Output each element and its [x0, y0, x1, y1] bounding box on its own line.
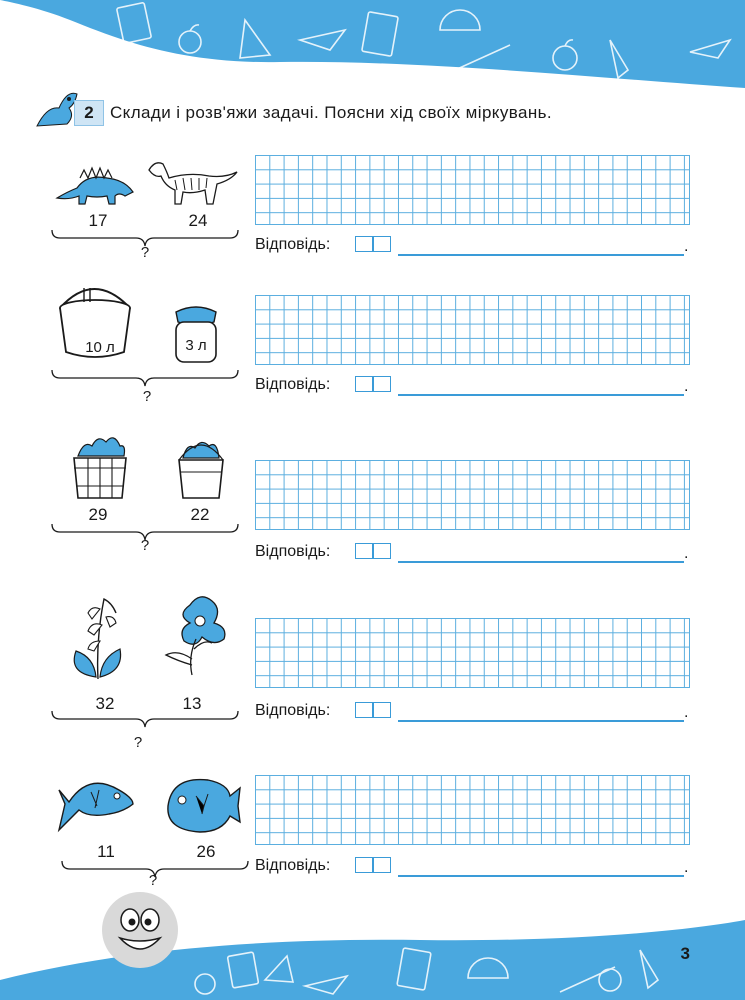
- answer-dot: .: [684, 378, 689, 395]
- answer-label: Відповідь:: [255, 857, 331, 874]
- answer-dot: .: [684, 545, 689, 562]
- right-value: 22: [190, 505, 210, 524]
- right-value: 24: [188, 211, 208, 230]
- left-value: 17: [88, 211, 108, 230]
- task-number: 2: [74, 100, 104, 126]
- left-value: 29: [88, 505, 108, 524]
- answer-label: Відповідь:: [255, 236, 331, 253]
- question-mark: ?: [148, 872, 158, 889]
- problem-3: [0, 430, 745, 580]
- problem-1: [0, 150, 745, 300]
- answer-number-box[interactable]: [355, 376, 391, 392]
- question-mark: ?: [140, 537, 150, 554]
- basket-icon: [70, 434, 130, 502]
- page-number: 3: [680, 944, 690, 963]
- answer-label: Відповідь:: [255, 702, 331, 719]
- question-mark: ?: [133, 734, 143, 751]
- answer-label: Відповідь:: [255, 376, 331, 393]
- answer-dot: .: [684, 704, 689, 721]
- task-instruction: Склади і розв'яжи задачі. Поясни хід своїх міркувань.: [110, 103, 552, 122]
- answer-line[interactable]: [398, 254, 684, 256]
- answer-line[interactable]: [398, 720, 684, 722]
- answer-line[interactable]: [398, 394, 684, 396]
- problem-4: [0, 585, 745, 751]
- answer-dot: .: [684, 859, 689, 876]
- smiley-face-icon: [100, 890, 180, 970]
- left-value: 32: [95, 694, 115, 713]
- answer-grid[interactable]: [255, 295, 690, 365]
- brace: [50, 709, 240, 729]
- left-value: 11: [97, 842, 115, 861]
- answer-grid[interactable]: [255, 460, 690, 530]
- answer-grid[interactable]: [255, 618, 690, 688]
- answer-number-box[interactable]: [355, 543, 391, 559]
- answer-dot: .: [684, 238, 689, 255]
- answer-line[interactable]: [398, 561, 684, 563]
- answer-grid[interactable]: [255, 775, 690, 845]
- answer-number-box[interactable]: [355, 236, 391, 252]
- question-mark: ?: [142, 388, 152, 405]
- fish-icon: [55, 772, 137, 838]
- problem-2: [0, 290, 745, 440]
- jar-label: 3 л: [185, 337, 207, 354]
- task-header: [30, 90, 730, 130]
- question-mark: ?: [140, 244, 150, 261]
- answer-grid[interactable]: [255, 155, 690, 225]
- right-value: 13: [182, 694, 202, 713]
- brace: [50, 368, 240, 388]
- answer-label: Відповідь:: [255, 543, 331, 560]
- answer-number-box[interactable]: [355, 702, 391, 718]
- answer-number-box[interactable]: [355, 857, 391, 873]
- puffer-fish-icon: [160, 772, 242, 838]
- answer-line[interactable]: [398, 875, 684, 877]
- jar-icon: [168, 304, 223, 366]
- stegosaurus-icon: [52, 158, 137, 206]
- right-value: 26: [196, 842, 216, 861]
- orchid-icon: [160, 593, 230, 677]
- lily-of-the-valley-icon: [70, 589, 125, 681]
- top-banner: [0, 0, 745, 90]
- bucket-label: 10 л: [85, 339, 115, 356]
- dinosaur-icon: [145, 156, 240, 208]
- problem-5: [0, 760, 745, 910]
- pail-icon: [175, 434, 227, 502]
